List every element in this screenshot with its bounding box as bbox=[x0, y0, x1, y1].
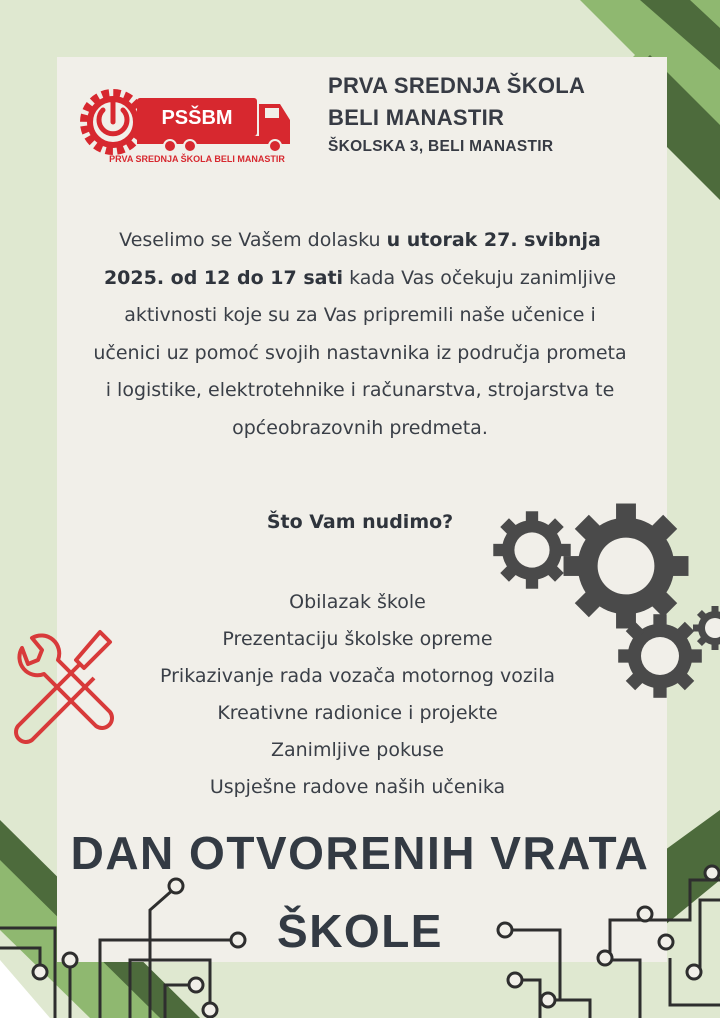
list-item: Obilazak škole bbox=[289, 591, 426, 613]
intro-paragraph bbox=[90, 222, 630, 447]
logo-badge-text: PSŠBM bbox=[161, 107, 233, 129]
list-item: Uspješne radove naših učenika bbox=[209, 776, 506, 798]
school-header bbox=[328, 70, 585, 160]
intro-text-2: kada Vas očekuju zanimljive aktivnosti koje su za Vas pripremili naše učenice i učenici uz pomoć svojih nastavnika iz područja prometa i logistike, elektrotehnike i računarstva, strojarstva te općeobrazovnih predmeta. bbox=[93, 266, 627, 439]
gear-power-icon bbox=[85, 94, 141, 150]
list-item: Prezentaciju školske opreme bbox=[222, 628, 493, 650]
school-name-line1: PRVA SREDNJA ŠKOLA bbox=[328, 73, 586, 98]
list-item: Prikazivanje rada vozača motornog vozila bbox=[159, 665, 556, 687]
school-logo bbox=[75, 80, 300, 170]
school-name-line2: BELI MANASTIR bbox=[328, 105, 505, 130]
logo-caption: PRVA SREDNJA ŠKOLA BELI MANASTIR bbox=[109, 154, 285, 164]
list-item: Kreativne radionice i projekte bbox=[217, 702, 498, 724]
intro-date: u utorak 27. svibnja 2025. od 12 do 17 sati bbox=[103, 229, 601, 289]
school-address: ŠKOLSKA 3, BELI MANASTIR bbox=[328, 138, 554, 155]
event-title-line2: ŠKOLE bbox=[277, 905, 443, 957]
intro-text-1: Veselimo se Vašem dolasku bbox=[119, 229, 387, 251]
offer-list bbox=[80, 584, 635, 806]
offer-title: Što Vam nudimo? bbox=[266, 511, 454, 533]
list-item: Zanimljive pokuse bbox=[270, 739, 445, 761]
event-title-line1: DAN OTVORENIH VRATA bbox=[70, 827, 650, 879]
